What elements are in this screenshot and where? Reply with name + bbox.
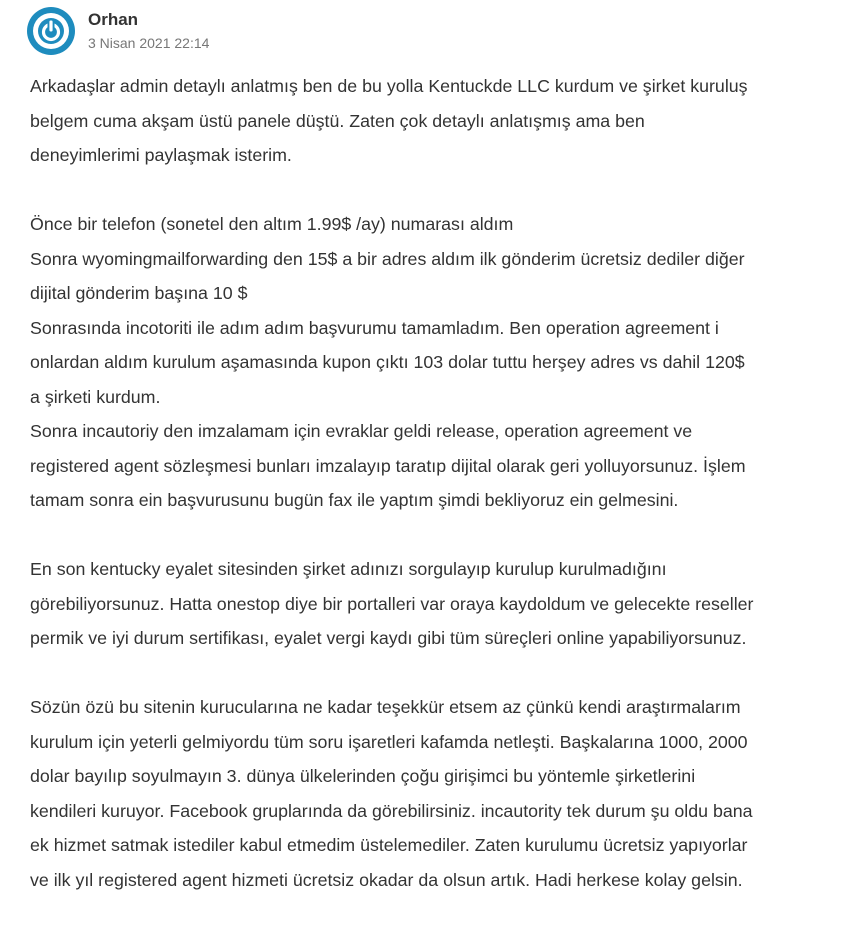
comment-body <box>30 69 848 932</box>
comment-paragraph: Sözün özü bu sitenin kurucularına ne kadar teşekkür etsem az çünkü kendi araştırmalarım kurulum için yeterli gelmiyordu tüm soru işaretleri kafamda netleşti. Başkalarına 1000, 2000 dolar bayılıp soyulmayın 3. dünya ülkelerinden çoğu girişimci bu yöntemle şirketlerini kendileri kuruyor. Facebook gruplarında da görebilirsiniz. incautority tek durum şu oldu bana ek hizmet satmak istediler kabul etmedim üstelemediler. Zaten kurulumu ücretsiz yapıyorlar ve ilk yıl registered agent hizmeti ücretsiz okadar da olsun artık. Hadi herkese kolay gelsin. <box>30 697 753 890</box>
comment-paragraph: En son kentucky eyalet sitesinden şirket adınızı sorgulayıp kurulup kurulmadığını görebiliyorsunuz. Hatta onestop diye bir portalleri var oraya kaydoldum ve gelecekte reseller permik ve iyi durum sertifikası, eyalet vergi kaydı gibi tüm süreçleri online yapabiliyorsunuz. <box>30 559 754 648</box>
comment-meta <box>88 9 209 53</box>
author-name[interactable]: Orhan <box>88 10 139 29</box>
avatar[interactable] <box>27 7 75 55</box>
power-symbol-icon <box>27 7 75 55</box>
comment-header <box>27 6 209 56</box>
comment-paragraph: Arkadaşlar admin detaylı anlatmış ben de bu yolla Kentuckde LLC kurdum ve şirket kuruluş belgem cuma akşam üstü panele düştü. Zaten çok detaylı anlatışmış ama ben deneyimlerimi paylaşmak isterim. <box>30 76 748 165</box>
comment-date: 3 Nisan 2021 22:14 <box>88 35 210 51</box>
comment-paragraph: Önce bir telefon (sonetel den altım 1.99$ /ay) numarası aldım Sonra wyomingmailforwarding den 15$ a bir adres aldım ilk gönderim ücretsiz dediler diğer dijital gönderim başına 10 $ Sonrasında incotoriti ile adım adım başvurumu tamamladım. Ben operation agreement i onlardan aldım kurulum aşamasında kupon çıktı 103 dolar tuttu herşey adres vs dahil 120$ a şirketi kurdum. Sonra incautoriy den imzalamam için evraklar geldi release, operation agreement ve registered agent sözleşmesi bunları imzalayıp taratıp dijital olarak geri yolluyorsunuz. İşlem tamam sonra ein başvurusunu bugün fax ile yaptım şimdi bekliyoruz ein gelmesini. <box>30 214 746 510</box>
